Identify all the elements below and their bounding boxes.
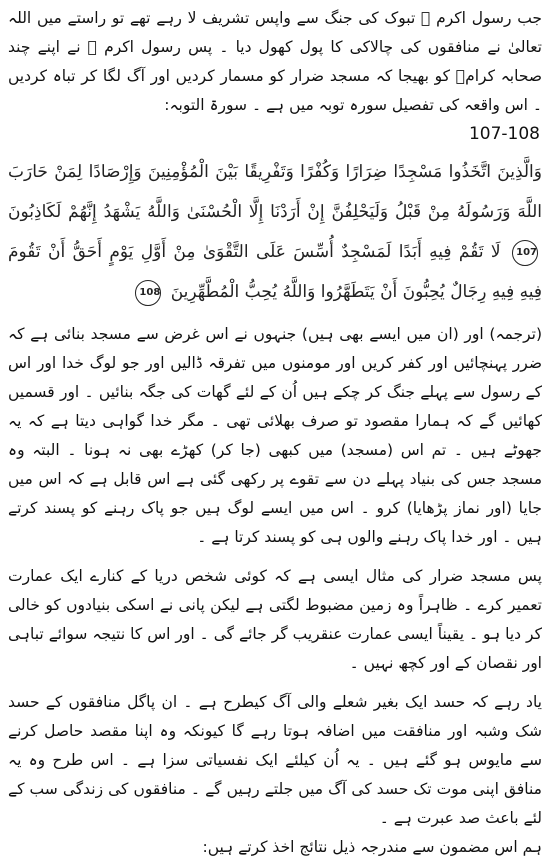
verse-107-text: وَالَّذِينَ اتَّخَذُوا مَسْجِدًا ضِرَارًا وَكُفْرًا وَتَفْرِيقًا بَيْنَ الْمُؤْمِنِينَ وَإِرْصَادًا لِمَنْ حَارَبَ اللَّهَ وَرَسُولَهُ مِنْ قَبْلُ وَلَيَحْلِفُنَّ إِنْ أَرَدْنَا إِلَّا الْحُسْنَىٰ وَاللَّهُ يَشْهَدُ إِنَّهُمْ لَكَاذِبُونَ bbox=[8, 162, 542, 222]
intro-paragraph: جب رسول اکرم ﷺ تبوک کی جنگ سے واپس تشریف لا رہے تھے تو راستے میں اللہ تعالیٰ نے منافقوں کی چالاکی کا پول کھول دیا ۔ پس رسول اکرم ﷺ نے اپنے چند صحابہ کرامؓ کو بھیجا کہ مسجد ضرار کو مسمار کردیں اور آگ لگا کر تباہ کردیں ۔ اس واقعہ کی تفصیل سورہ توبہ میں ہے ۔ سورۃ التوبہ: bbox=[8, 9, 542, 114]
translation-paragraph: (ترجمہ) اور (ان میں ایسے بھی ہیں) جنہوں نے اس غرض سے مسجد بنائی ہے کہ ضرر پہنچائیں اور کفر کریں اور مومنوں میں تفرقہ ڈالیں اور جو لوگ خدا اور اس کے رسول سے پہلے جنگ کر چکے ہیں اُن کے لئے گھات کی جگہ بنائیں ۔ اور قسمیں کھائیں گے کہ ہمارا مقصود تو صرف بھلائی تھی ۔ مگر خدا گواہی دیتا ہے کہ یہ جھوٹے ہیں ۔ تم اس (مسجد) میں کبھی (جا کر) کھڑے بھی نہ ہونا ۔ البتہ وہ مسجد جس کی بنیاد پہلے دن سے تقوے پر رکھی گئی ہے اس قابل ہے کہ اس میں جایا (اور نماز پڑھایا) کرو ۔ اس میں ایسے لوگ ہیں جو پاک رہنے کو پسند کرتے ہیں ۔ اور خدا پاک رہنے والوں ہی کو پسند کرتا ہے ۔ bbox=[8, 325, 542, 546]
closing-line: ہم اس مضمون سے مندرجہ ذیل نتائج اخذ کرتے ہیں: bbox=[202, 838, 542, 856]
spacer bbox=[8, 552, 542, 562]
quran-verses bbox=[8, 152, 542, 312]
analogy-paragraph: پس مسجد ضرار کی مثال ایسی ہے کہ کوئی شخص دریا کے کنارے ایک عمارت تعمیر کرے ۔ ظاہراً وہ زمین مضبوط لگتی ہے لیکن پانی نے اسکی بنیادوں کو خالی کر دیا ہو ۔ یقیناً ایسی عمارت عنقریب گر جائے گی ۔ اور اس کا نتیجہ سوائے تباہی اور نقصان کے اور کچھ نہیں ۔ bbox=[8, 567, 542, 672]
jealousy-paragraph: یاد رہے کہ حسد ایک بغیر شعلے والی آگ کیطرح ہے ۔ ان پاگل منافقوں کے حسد شک وشبہ اور منافقت میں اضافہ ہوتا رہے گا کیونکہ وہ اپنا مقصد حاصل کرنے سے مایوس ہو گئے ہیں ۔ یہ اُن کیلئے ایک نفسیاتی سزا ہے ۔ اس طرح وہ یہ منافق اپنی موت تک حسد کی آگ میں جلتے رہیں گے ۔ منافقوں کی زندگی سب کے لئے باعث صد عبرت ہے ۔ bbox=[8, 693, 542, 827]
verse-107-marker: 107 bbox=[512, 240, 538, 266]
quran-verse-block bbox=[8, 152, 542, 312]
verse-108-marker: 108 bbox=[135, 280, 161, 306]
verse-108-text: لَا تَقُمْ فِيهِ أَبَدًا لَمَسْجِدٌ أُسِّسَ عَلَى التَّقْوَىٰ مِنْ أَوَّلِ يَوْمٍ أَحَقُّ أَنْ تَقُومَ فِيهِ فِيهِ رِجَالٌ يُحِبُّونَ أَنْ يَتَطَهَّرُوا وَاللَّهُ يُحِبُّ الْمُطَّهِّرِينَ bbox=[8, 242, 542, 302]
spacer bbox=[8, 678, 542, 688]
surah-reference: 107-108 bbox=[468, 124, 540, 144]
